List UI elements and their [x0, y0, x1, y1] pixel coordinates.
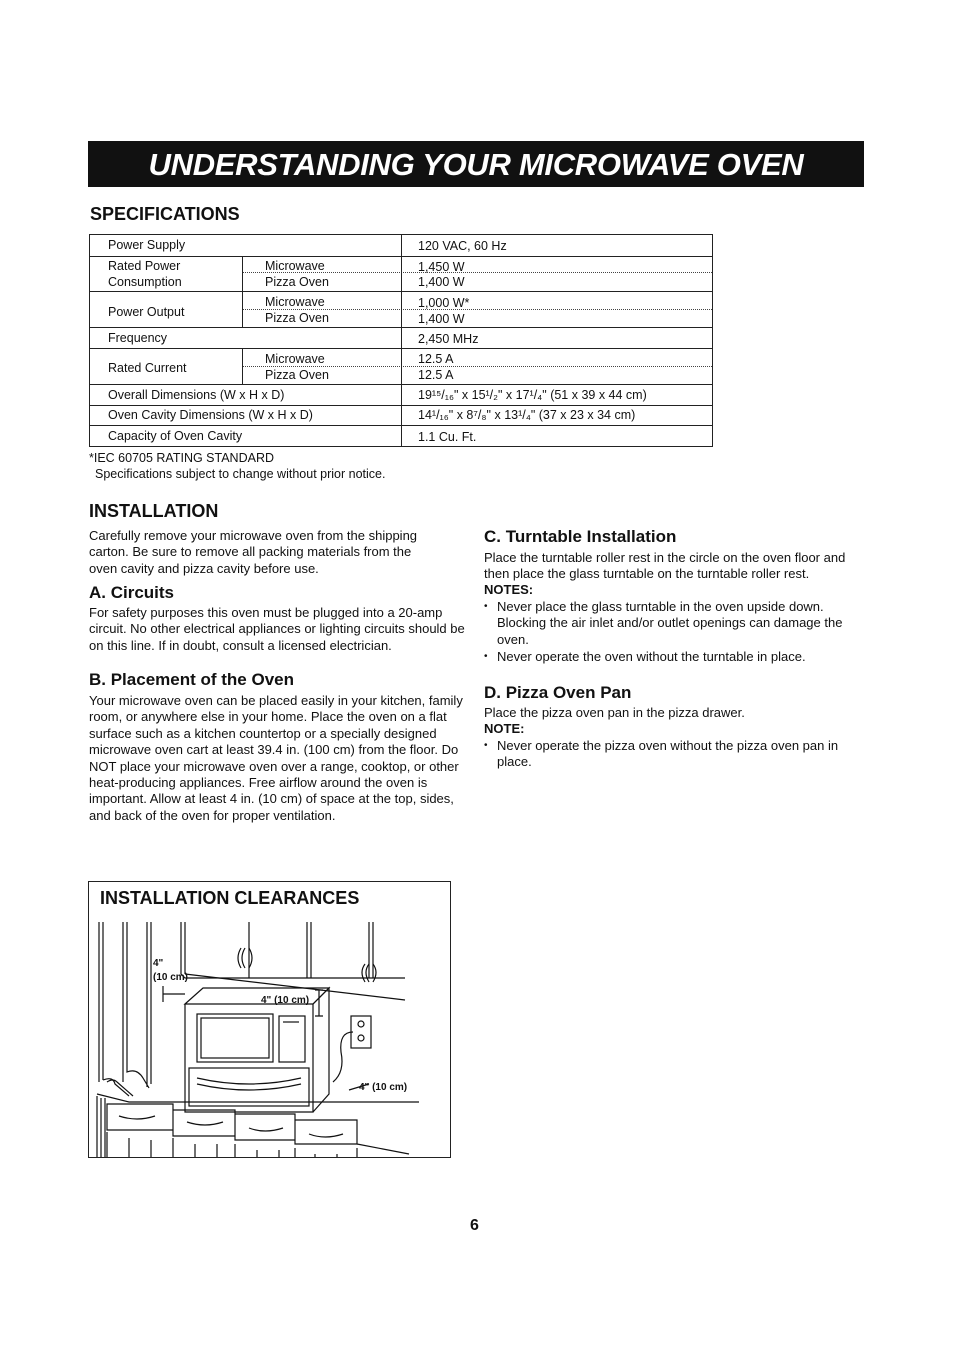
power-supply-value: 120 VAC, 60 Hz	[418, 239, 507, 253]
top-clearance-label: 4" (10 cm)	[261, 995, 310, 1006]
rated-power-val-1: 1,450 W	[418, 260, 465, 274]
rated-power-label-2: Consumption	[108, 275, 182, 289]
page-number: 6	[470, 1217, 479, 1234]
rated-current-label: Rated Current	[108, 361, 187, 375]
back-clearance-label: 4" (10 cm)	[359, 1082, 408, 1093]
power-output-sub-1: Microwave	[265, 295, 325, 309]
cavity-dimensions-value: 14¹/₁₆" x 8⁷/₈" x 13¹/₄" (37 x 23 x 34 cm)	[418, 408, 636, 422]
rated-current-sub-2: Pizza Oven	[265, 368, 329, 382]
power-output-val-1: 1,000 W*	[418, 296, 470, 310]
overall-dimensions-label: Overall Dimensions (W x H x D)	[108, 388, 285, 402]
circuits-text: For safety purposes this oven must be plugged into a 20-amp circuit. No other electrical appliances or lighting circuits should be on this line. If in doubt, consult a licensed electrician.	[89, 605, 465, 653]
rated-current-sub-1: Microwave	[265, 352, 325, 366]
power-supply-label: Power Supply	[108, 238, 186, 252]
turntable-text: Place the turntable roller rest in the circle on the oven floor and then place the glass turntable on the turntable roller rest.	[484, 550, 846, 582]
turntable-notes-list	[484, 599, 852, 666]
frequency-label: Frequency	[108, 331, 168, 345]
list-item: • Never operate the oven without the turntable in place.	[484, 649, 852, 665]
title-bar	[88, 141, 864, 187]
side-clearance-label-2: (10 cm)	[153, 972, 189, 983]
rated-power-sub-1: Microwave	[265, 259, 325, 273]
page-title: UNDERSTANDING YOUR MICROWAVE OVEN	[148, 147, 804, 182]
power-output-label: Power Output	[108, 305, 185, 319]
power-output-val-2: 1,400 W	[418, 312, 465, 326]
pizza-notes-list	[484, 738, 852, 771]
spec-footnote-2: Specifications subject to change without prior notice.	[95, 467, 386, 481]
pizza-text: Place the pizza oven pan in the pizza drawer.	[484, 705, 745, 720]
specifications-heading: SPECIFICATIONS	[90, 204, 240, 224]
installation-heading: INSTALLATION	[89, 501, 219, 521]
capacity-value: 1.1 Cu. Ft.	[418, 430, 477, 444]
turntable-heading: C. Turntable Installation	[484, 527, 677, 546]
list-item: • Never place the glass turntable in the oven upside down. Blocking the air inlet and/or outlet openings can damage the oven.	[484, 599, 852, 648]
placement-text: Your microwave oven can be placed easily in your kitchen, family room, or anywhere else in your home. Place the oven on a flat surface such as a kitchen countertop or a specially designed microwave oven cart at least 39.4 in. (100 cm) from the floor. Do NOT place your microwave oven over a range, cooktop, or other heat-producing appliances. Free airflow around the oven is important. Allow at least 4 in. (10 cm) of space at the top, sides, and back of the oven for proper ventilation.	[89, 693, 463, 823]
cavity-dimensions-label: Oven Cavity Dimensions (W x H x D)	[108, 408, 313, 422]
power-output-sub-2: Pizza Oven	[265, 311, 329, 325]
spec-footnote-1: *IEC 60705 RATING STANDARD	[89, 451, 275, 465]
frequency-value: 2,450 MHz	[418, 332, 479, 346]
overall-dimensions-value: 19¹⁵/₁₆" x 15¹/₂" x 17¹/₄" (51 x 39 x 44 cm)	[418, 388, 647, 402]
rated-current-val-2: 12.5 A	[418, 368, 454, 382]
rated-power-label-1: Rated Power	[108, 259, 181, 273]
rated-current-val-1: 12.5 A	[418, 352, 454, 366]
installation-clearances-figure	[88, 881, 451, 1158]
installation-intro: Carefully remove your microwave oven from the shipping carton. Be sure to remove all packing materials from the oven cavity and pizza cavity before use.	[89, 528, 418, 576]
circuits-heading: A. Circuits	[89, 583, 175, 602]
turntable-notes-label: NOTES:	[484, 582, 534, 597]
specifications-table	[89, 234, 713, 447]
pizza-note-label: NOTE:	[484, 721, 525, 736]
rated-power-val-2: 1,400 W	[418, 275, 465, 289]
kitchen-illustration	[89, 882, 451, 1158]
list-item: • Never operate the pizza oven without the pizza oven pan in place.	[484, 738, 852, 771]
placement-heading: B. Placement of the Oven	[89, 670, 294, 689]
side-clearance-label-1: 4"	[153, 958, 164, 969]
clearances-heading: INSTALLATION CLEARANCES	[100, 888, 360, 908]
pizza-heading: D. Pizza Oven Pan	[484, 683, 632, 702]
rated-power-sub-2: Pizza Oven	[265, 275, 329, 289]
capacity-label: Capacity of Oven Cavity	[108, 429, 243, 443]
